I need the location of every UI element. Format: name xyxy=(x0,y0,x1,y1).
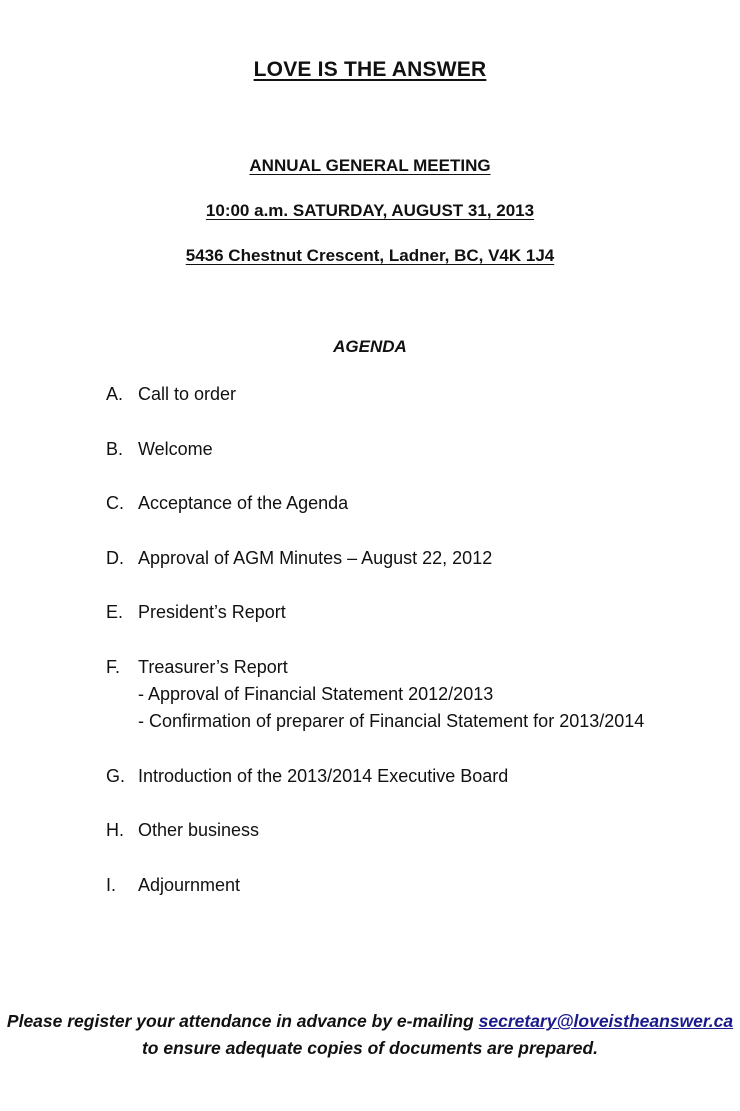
agenda-item-text: Approval of AGM Minutes – August 22, 2012 xyxy=(138,547,493,568)
agenda-item-letter: C. xyxy=(106,493,124,514)
agenda-item-text: Introduction of the 2013/2014 Executive Board xyxy=(138,765,509,786)
agenda-item-text: Welcome xyxy=(138,438,213,459)
agenda-item xyxy=(106,654,706,735)
agenda-item-letter: A. xyxy=(106,384,124,404)
registration-note-line1 xyxy=(0,1008,740,1035)
secretary-email-link[interactable]: secretary@loveistheanswer.ca xyxy=(478,1011,734,1031)
agenda-heading: AGENDA xyxy=(333,337,407,356)
agenda-item-letter: B. xyxy=(106,438,124,459)
agenda-item xyxy=(106,872,706,899)
agenda-item-text: Acceptance of the Agenda xyxy=(138,493,349,514)
agenda-item xyxy=(106,817,706,844)
agenda-item xyxy=(106,436,706,463)
agenda-item-letter: D. xyxy=(106,547,124,568)
agenda-item-text: Adjournment xyxy=(138,874,241,895)
registration-note-prefix: Please register your attendance in advance by e-mailing xyxy=(6,1011,479,1031)
agenda-list xyxy=(106,381,706,926)
agenda-item xyxy=(106,763,706,790)
agenda-item-letter: F. xyxy=(106,656,121,677)
agenda-item-body xyxy=(138,654,706,735)
registration-note-line2: to ensure adequate copies of documents are prepared. xyxy=(141,1038,599,1058)
agenda-item-text: Other business xyxy=(138,820,260,841)
agenda-subitem: - Approval of Financial Statement 2012/2013 xyxy=(138,683,494,704)
document-title: LOVE IS THE ANSWER xyxy=(253,58,487,81)
agenda-item xyxy=(106,490,706,517)
registration-note xyxy=(0,1008,740,1062)
agenda-item-letter: I. xyxy=(106,874,117,895)
agenda-subitem: - Confirmation of preparer of Financial Statement for 2013/2014 xyxy=(138,710,645,731)
meeting-address: 5436 Chestnut Crescent, Ladner, BC, V4K 1J4 xyxy=(185,246,555,265)
meeting-datetime: 10:00 a.m. SATURDAY, AUGUST 31, 2013 xyxy=(205,201,535,220)
agenda-item-text: Treasurer’s Report xyxy=(138,656,288,677)
meeting-name: ANNUAL GENERAL MEETING xyxy=(249,156,491,175)
agenda-item xyxy=(106,381,706,408)
agenda-item-letter: E. xyxy=(106,602,124,623)
agenda-item-text: President’s Report xyxy=(138,602,286,623)
agenda-item-text: Call to order xyxy=(138,384,237,404)
agenda-item xyxy=(106,599,706,626)
agenda-item-letter: H. xyxy=(106,820,124,841)
agenda-item-letter: G. xyxy=(106,765,126,786)
agenda-item xyxy=(106,545,706,572)
